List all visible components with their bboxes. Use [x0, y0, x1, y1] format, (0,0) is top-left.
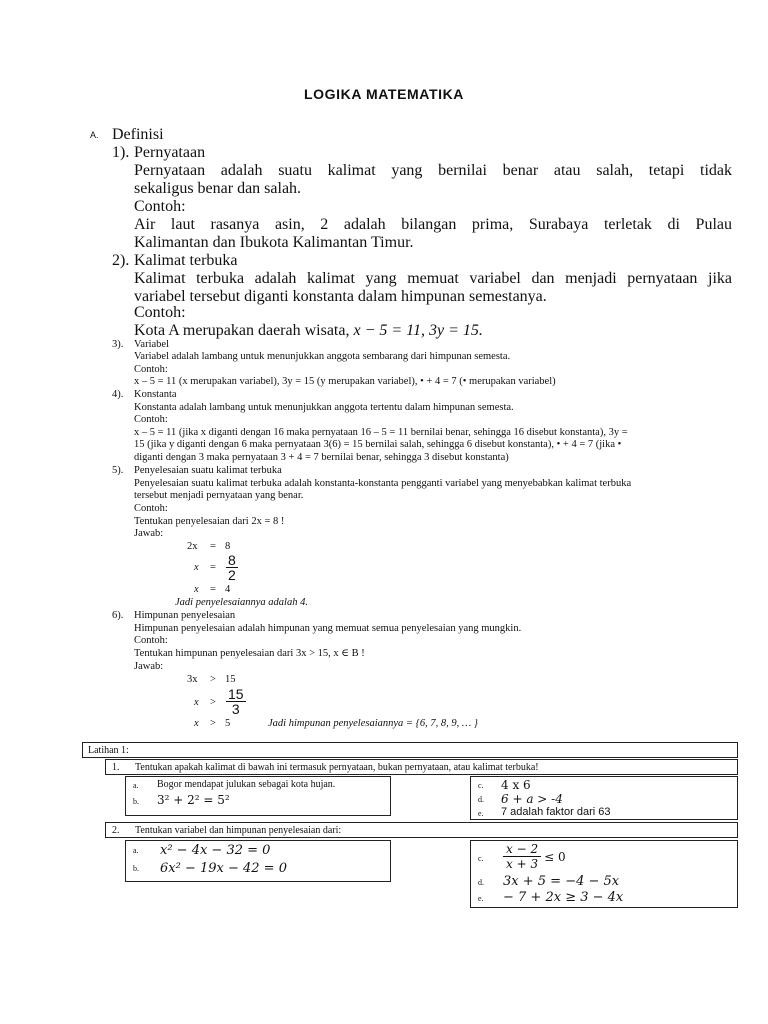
item-5-num: 5). [112, 465, 124, 476]
q1-b-label: b. [133, 797, 139, 806]
item-1-example-line1: Air laut rasanya asin, 2 adalah bilangan prima, Surabaya terletak di Pulau [134, 216, 732, 233]
q1-c-text: 4 x 6 [501, 778, 531, 792]
item-5-step2-numerator: 8 [228, 552, 236, 568]
item-6-step1-rhs: 15 [225, 674, 236, 685]
item-6-contoh: Contoh: [134, 635, 168, 646]
q2-a-label: a. [133, 846, 139, 855]
item-2-def-line1: Kalimat terbuka adalah kalimat yang memuat variabel dan menjadi pernyataan jika [134, 270, 732, 287]
item-6-step2-lhs: x [194, 697, 199, 708]
item-5-step3-lhs: x [194, 584, 199, 595]
item-1-contoh: Contoh: [134, 198, 186, 215]
item-5-step1-eq: = [210, 541, 216, 552]
q2-b-text: 6x² − 19x − 42 = 0 [160, 861, 287, 876]
latihan-title: Latihan 1: [88, 745, 129, 756]
q1-b-text: 3² + 2² = 5² [157, 793, 230, 807]
item-6-jawab: Jawab: [134, 661, 164, 672]
item-5-label: Penyelesaian suatu kalimat terbuka [134, 465, 282, 476]
item-3-example: x – 5 = 11 (x merupakan variabel), 3y = 15 (y merupakan variabel), • + 4 = 7 (• merupakan variabel) [134, 376, 556, 387]
q2-e-text: − 7 + 2x ≥ 3 − 4x [503, 890, 624, 905]
section-heading: Definisi [112, 126, 164, 143]
q1-d-label: d. [478, 795, 484, 804]
question-2-num: 2. [112, 825, 120, 836]
item-1-label: Pernyataan [134, 144, 206, 161]
item-5-step2-denominator: 2 [228, 567, 236, 583]
item-2-example-math: x − 5 = 11, 3y = 15. [353, 322, 483, 339]
q1-d-text: 6 + a > -4 [501, 792, 563, 806]
q1-c-label: c. [478, 781, 484, 790]
latihan-title-box [82, 742, 738, 758]
page-title: LOGIKA MATEMATIKA [303, 86, 465, 102]
item-6-step1-lhs: 3x [187, 674, 198, 685]
q1-e-label: e. [478, 809, 484, 818]
item-6-step2-numerator: 15 [228, 686, 244, 702]
item-5-step2-eq: = [210, 562, 216, 573]
item-1-def-line1: Pernyataan adalah suatu kalimat yang bernilai benar atau salah, tetapi tidak [134, 162, 732, 179]
item-6-conclusion: Jadi himpunan penyelesaiannya = {6, 7, 8, 9, … } [268, 718, 478, 729]
item-5-conclusion: Jadi penyelesaiannya adalah 4. [175, 597, 308, 608]
q1-e-text: 7 adalah faktor dari 63 [501, 806, 611, 818]
item-5-def-line1: Penyelesaian suatu kalimat terbuka adalah konstanta-konstanta pengganti variabel yang menyebabkan kalimat terbuka [134, 478, 632, 489]
item-6-step3-lhs: x [194, 718, 199, 729]
q2-c-expression [503, 842, 566, 871]
q1-a-text: Bogor mendapat julukan sebagai kota hujan. [157, 779, 336, 790]
item-2-example-text: Kota A merupakan daerah wisata, [134, 322, 350, 339]
item-4-num: 4). [112, 389, 124, 400]
q2-d-text: 3x + 5 = −4 − 5x [503, 874, 620, 889]
q1-a-label: a. [133, 781, 139, 790]
item-4-def: Konstanta adalah lambang untuk menunjukkan anggota tertentu dalam himpunan semesta. [134, 402, 514, 413]
item-3-contoh: Contoh: [134, 364, 168, 375]
item-5-step1-lhs: 2x [187, 541, 198, 552]
q2-a-text: x² − 4x − 32 = 0 [160, 843, 271, 858]
q2-b-label: b. [133, 864, 139, 873]
item-2-num: 2). [112, 252, 130, 269]
item-5-step3-rhs: 4 [225, 584, 231, 595]
item-4-contoh: Contoh: [134, 414, 168, 425]
item-6-step3-gt: > [210, 718, 216, 729]
item-2-contoh: Contoh: [134, 304, 186, 321]
question-1-text: Tentukan apakah kalimat di bawah ini termasuk pernyataan, bukan pernyataan, atau kalimat terbuka! [135, 762, 539, 773]
item-4-example-line2: 15 (jika y diganti dengan 6 maka pernyataan 3(6) = 15 bernilai salah, sehingga 6 disebut konstanta), • + 4 = 7 (jika • [134, 439, 622, 450]
item-4-label: Konstanta [134, 389, 177, 400]
item-6-label: Himpunan penyelesaian [134, 610, 236, 621]
q2-c-denominator: x + 3 [506, 857, 539, 871]
item-6-step1-gt: > [210, 674, 216, 685]
item-5-step2-lhs: x [194, 562, 199, 573]
item-1-example-line2: Kalimantan dan Ibukota Kalimantan Timur. [134, 234, 414, 251]
item-5-step3-eq: = [210, 584, 216, 595]
item-5-jawab: Jawab: [134, 528, 164, 539]
item-3-def: Variabel adalah lambang untuk menunjukkan anggota sembarang dari himpunan semesta. [134, 351, 511, 362]
item-6-step2-denominator: 3 [231, 701, 240, 717]
item-6-step2-fraction [226, 687, 246, 716]
question-1-num: 1. [112, 762, 120, 773]
item-5-step1-rhs: 8 [225, 541, 231, 552]
item-2-example [134, 322, 483, 340]
question-2-text: Tentukan variabel dan himpunan penyelesaian dari: [135, 825, 342, 836]
item-6-step2-gt: > [210, 697, 216, 708]
q2-c-relation: ≤ 0 [544, 849, 566, 864]
item-6-task: Tentukan himpunan penyelesaian dari 3x > 15, x ∈ B ! [134, 648, 365, 659]
item-1-def-line2: sekaligus benar dan salah. [134, 180, 302, 197]
q2-c-fraction [503, 842, 541, 871]
item-2-def-line2: variabel tersebut diganti konstanta dalam himpunan semestanya. [134, 288, 547, 305]
item-3-label: Variabel [134, 339, 169, 350]
q2-d-label: d. [478, 878, 484, 887]
item-6-step3-rhs: 5 [225, 718, 231, 729]
q2-c-label: c. [478, 854, 484, 863]
item-6-def: Himpunan penyelesaian adalah himpunan yang memuat semua penyelesaian yang mungkin. [134, 623, 522, 634]
item-3-num: 3). [112, 339, 124, 350]
item-5-step2-fraction [226, 553, 238, 582]
item-2-label: Kalimat terbuka [134, 252, 238, 269]
item-1-num: 1). [112, 144, 130, 161]
item-5-task: Tentukan penyelesaian dari 2x = 8 ! [134, 516, 285, 527]
item-5-contoh: Contoh: [134, 503, 168, 514]
section-marker: A. [90, 130, 99, 140]
item-4-example-line1: x – 5 = 11 (jika x diganti dengan 16 maka pernyataan 16 – 5 = 11 bernilai benar, sehingga 16 disebut konstanta), 3y = [134, 427, 628, 438]
item-5-def-line2: tersebut menjadi pernyataan yang benar. [134, 490, 304, 501]
item-6-num: 6). [112, 610, 124, 621]
item-4-example-line3: diganti dengan 3 maka pernyataan 3 + 4 = 7 bernilai benar, sehingga 3 disebut konstanta) [134, 452, 509, 463]
q2-c-numerator: x − 2 [503, 842, 541, 857]
q2-e-label: e. [478, 894, 484, 903]
